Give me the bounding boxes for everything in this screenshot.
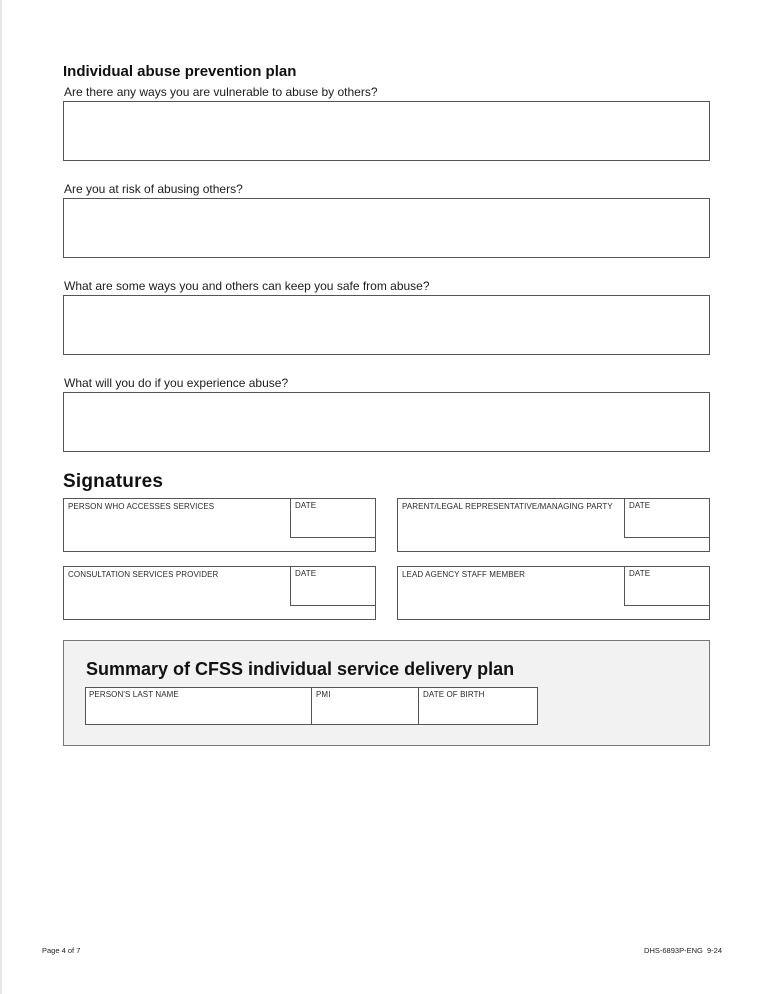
summary-pmi-field[interactable]	[311, 687, 419, 725]
signature-person-label: PERSON WHO ACCESSES SERVICES	[68, 502, 215, 511]
page-edge	[0, 0, 2, 994]
question-experience-label: What will you do if you experience abuse?	[64, 376, 289, 390]
question-risk-field[interactable]	[63, 198, 710, 258]
summary-heading: Summary of CFSS individual service delivery plan	[86, 659, 515, 679]
signature-lead-agency-date-field[interactable]	[624, 566, 710, 606]
abuse-plan-heading: Individual abuse prevention plan	[63, 63, 297, 80]
summary-last-name-label: PERSON'S LAST NAME	[89, 690, 179, 699]
signature-parent-date-label: DATE	[629, 501, 651, 510]
signature-lead-agency-date-label: DATE	[629, 569, 651, 578]
signature-person-date-label: DATE	[295, 501, 317, 510]
page-number: Page 4 of 7	[42, 946, 81, 955]
signature-parent-label: PARENT/LEGAL REPRESENTATIVE/MANAGING PARTY	[402, 502, 613, 511]
question-vulnerable-field[interactable]	[63, 101, 710, 161]
signature-parent-date-field[interactable]	[624, 498, 710, 538]
question-risk-label: Are you at risk of abusing others?	[64, 182, 243, 196]
signature-consultation-label: CONSULTATION SERVICES PROVIDER	[68, 570, 219, 579]
signature-person-date-field[interactable]	[290, 498, 376, 538]
summary-dob-label: DATE OF BIRTH	[423, 690, 485, 699]
question-vulnerable-label: Are there any ways you are vulnerable to abuse by others?	[64, 85, 378, 99]
question-safe-field[interactable]	[63, 295, 710, 355]
signature-lead-agency-label: LEAD AGENCY STAFF MEMBER	[402, 570, 526, 579]
signature-consultation-date-label: DATE	[295, 569, 317, 578]
signature-consultation-date-field[interactable]	[290, 566, 376, 606]
question-safe-label: What are some ways you and others can keep you safe from abuse?	[64, 279, 430, 293]
summary-dob-field[interactable]	[418, 687, 539, 725]
question-experience-field[interactable]	[63, 392, 710, 452]
form-id: DHS-6893P-ENG 9-24	[644, 946, 722, 955]
summary-pmi-label: PMI	[316, 690, 331, 699]
signatures-heading: Signatures	[63, 471, 164, 492]
summary-last-name-field[interactable]	[85, 687, 311, 725]
